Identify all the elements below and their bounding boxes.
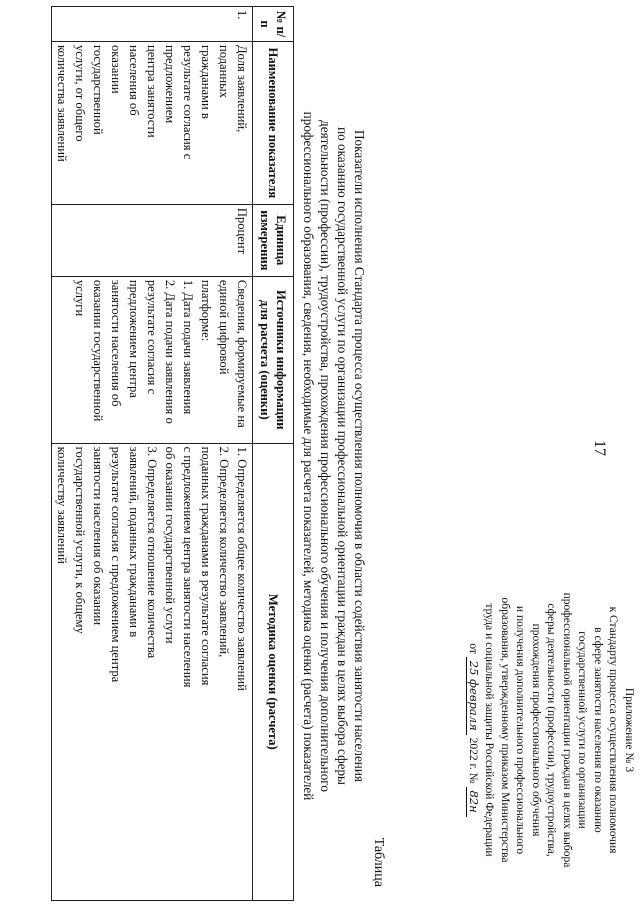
indicators-table [51, 6, 294, 901]
order-date-handwritten: 25 февраля [466, 657, 481, 735]
appendix-line: Приложение № 3 [623, 687, 635, 773]
cell-line: занятости населения об [109, 279, 123, 407]
cell-method [52, 443, 253, 900]
cell-line: Доля заявлений, [235, 44, 249, 133]
cell-line: населения об [127, 44, 141, 116]
cell-line: предложением [163, 44, 177, 124]
cell-line: 1. Определяется общее количество заявлений [235, 446, 249, 691]
cell-line: центра занятости [145, 44, 159, 138]
cell-line: 1. Дата подачи заявления [181, 279, 195, 415]
cell-line: единой цифровой [217, 279, 231, 375]
page-number: 17 [591, 440, 608, 456]
cell-line: количеству заявлений [55, 446, 69, 564]
appendix-line: государственной услуги по организации [576, 631, 589, 829]
cell-line: услуги [73, 279, 87, 317]
cell-line: занятости населения об оказании [91, 446, 105, 626]
appendix-block [465, 560, 637, 900]
cell-line: количества заявлений [55, 44, 69, 162]
cell-line: заявлений, поданных гражданами в [127, 446, 141, 638]
cell-line: с предложением центра занятости населения [181, 446, 195, 688]
cell-line: об оказании государственной услуги [163, 446, 177, 644]
appendix-line: сферы деятельности (профессии), трудоустройства, [545, 603, 558, 857]
cell-line: государственной услуги, к общему [73, 446, 87, 634]
appendix-line: труда и социальной защиты Российской Федерации [483, 603, 496, 857]
appendix-line: и получения дополнительного профессионального [514, 605, 527, 855]
table-header-row [253, 7, 294, 901]
header-source: Источники информации для расчета (оценки) [253, 276, 294, 443]
appendix-line: образования, утвержденному приказом Министерства [499, 597, 511, 863]
order-prefix: от [467, 643, 479, 654]
order-date-line [465, 560, 482, 900]
cell-num: 1. [52, 7, 253, 42]
cell-line: результате согласия с [145, 279, 159, 395]
cell-line: государственной [91, 44, 105, 135]
heading-line: профессионального образования, сведения, необходимые для расчета показателей, методика оценки (расчета) показателей [301, 111, 316, 801]
cell-line: гражданами в [199, 44, 213, 119]
table-caption: Таблица [371, 837, 386, 887]
cell-line: Сведения, формируемые на [235, 279, 249, 428]
header-unit: Единица измерения [253, 204, 294, 276]
heading-line: деятельности (профессии), трудоустройства, прохождения профессионального обучения и получения дополнительного [318, 120, 333, 792]
cell-line: 3. Определяется отношение количества [145, 446, 159, 659]
cell-name [52, 41, 253, 204]
cell-line: оказании [109, 44, 123, 94]
appendix-line: в сфере занятости населения по оказанию [592, 627, 604, 833]
header-name: Наименование показателя [253, 41, 294, 204]
order-number-handwritten: 82н [466, 787, 481, 817]
appendix-line: прохождения профессионального обучения [530, 623, 542, 837]
cell-source [52, 276, 253, 443]
cell-line: 2. Определяется количество заявлений, [217, 446, 231, 658]
document-heading [300, 10, 368, 902]
cell-line: результате согласия с [181, 44, 195, 160]
appendix-line: к Стандарту процесса осуществления полномочия [607, 606, 620, 854]
header-num: № п/п [253, 7, 294, 42]
cell-line: результате согласия с предложением центра [109, 446, 123, 683]
table-row [52, 7, 253, 901]
cell-line: 2. Дата подачи заявления о [163, 279, 177, 424]
appendix-line: профессиональной ориентации граждан в целях выбора [561, 592, 573, 868]
cell-line: платформе: [199, 279, 213, 342]
cell-line: поданных гражданами в результате согласия [199, 446, 213, 686]
cell-line: услуги, от общего [73, 44, 87, 142]
heading-line: по оказанию государственной услуги по организации профессиональной ориентации граждан в целях выбора сферы [335, 127, 350, 785]
cell-line: оказании государственной [91, 279, 105, 422]
cell-line: предложением центра [127, 279, 141, 398]
header-method: Методика оценки (расчета) [253, 443, 294, 900]
order-year: 2022 г. № [467, 737, 479, 784]
heading-line: Показатели исполнения Стандарта процесса осуществления полномочия в области содействия занятости населения [352, 130, 367, 782]
cell-unit: Процент [52, 204, 253, 276]
cell-line: поданных [217, 44, 231, 98]
